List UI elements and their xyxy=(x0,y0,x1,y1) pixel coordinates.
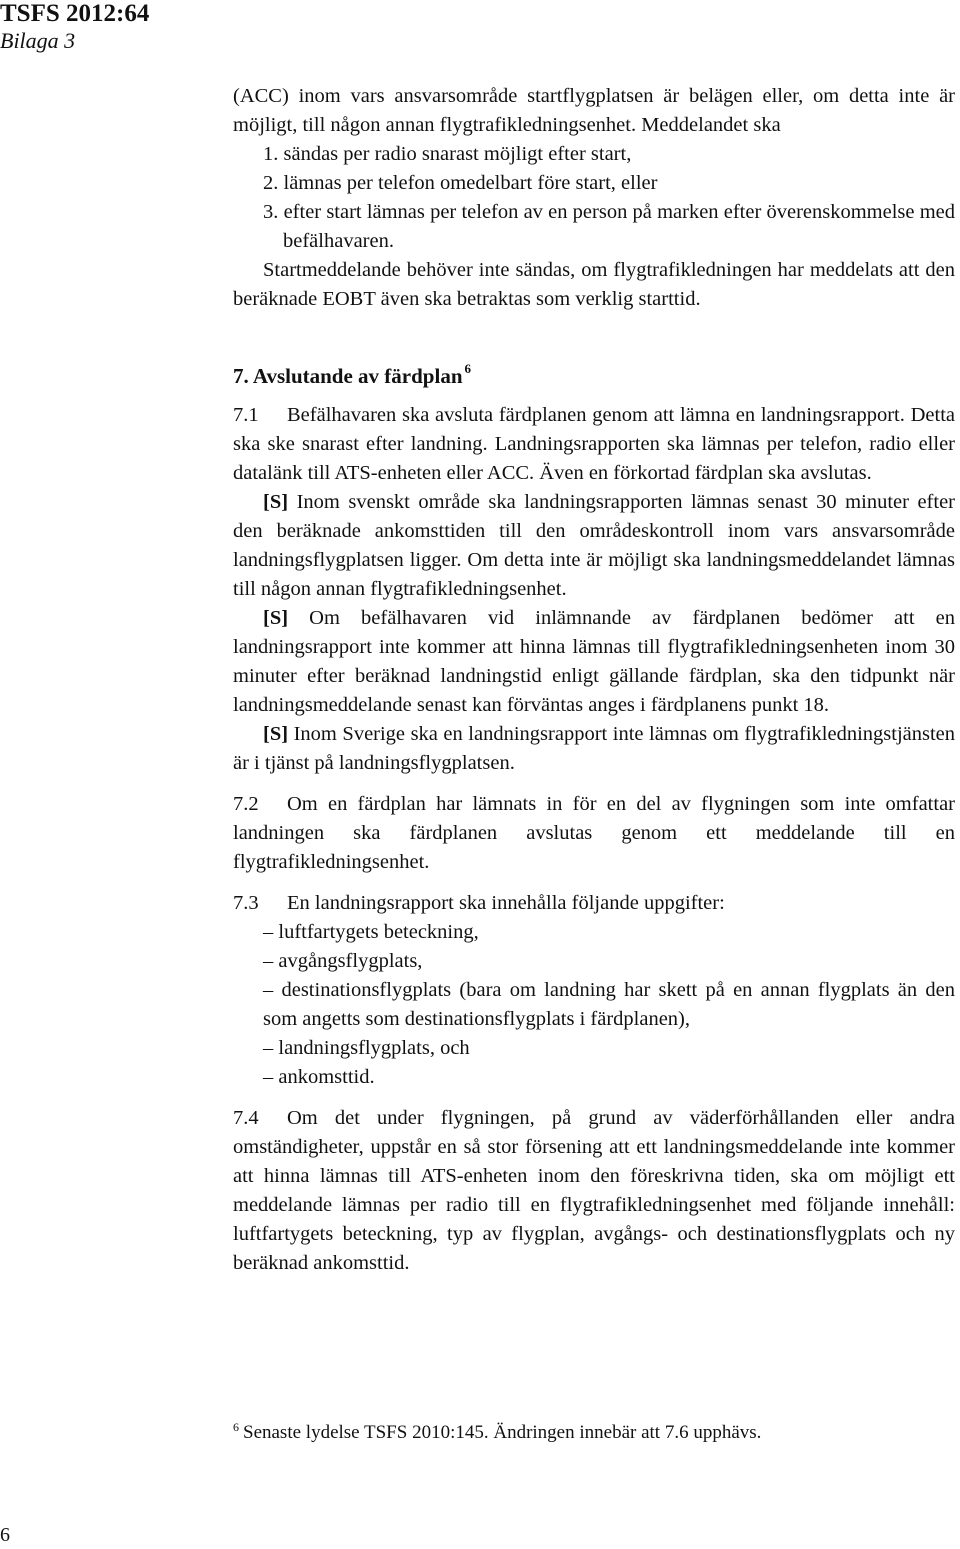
dash-item-text: landningsflygplats, och xyxy=(278,1037,470,1059)
footnote-ref: 6 xyxy=(464,361,471,376)
section-title: 7. Avslutande av färdplan xyxy=(233,364,463,388)
list-item: 1. sändas per radio snarast möjligt efter start, xyxy=(263,143,632,165)
sweden-tag: [S] xyxy=(263,607,289,629)
sweden-tag: [S] xyxy=(263,491,289,513)
footnote xyxy=(233,1420,761,1447)
sweden-tag: [S] xyxy=(263,723,289,745)
clause-7-4 xyxy=(233,1104,955,1278)
clause-7-2 xyxy=(233,790,955,877)
dash-mark: – xyxy=(263,979,274,1001)
clause-text: Om en färdplan har lämnats in för en del av flygningen som inte omfattar landningen ska färdplanen avslutas genom ett meddelande till en flygtrafikledningsenhet. xyxy=(233,793,955,873)
clause-number: 7.2 xyxy=(233,793,259,815)
section-heading xyxy=(233,362,955,391)
dash-mark: – xyxy=(263,950,274,972)
page-number: 6 xyxy=(0,1524,10,1546)
clause-7-1-paragraph xyxy=(233,604,955,720)
clause-number: 7.3 xyxy=(233,892,259,914)
paragraph-text: Inom Sverige ska en landningsrapport inte lämnas om flygtrafikledningstjänsten är i tjänst på landningsflygplatsen. xyxy=(233,723,956,774)
clause-text: Om det under flygningen, på grund av väderförhållanden eller andra omständigheter, uppstår en så stor försening att ett landningsmeddelande inte kommer att hinna lämnas till ATS-enheten inom den föreskrivna tiden, ska om möjligt ett meddelande lämnas per radio till en flygtrafikledningsenhet med följande innehåll: luftfartygets beteckning, typ av flygplan, avgångs- och destinationsflygplats och ny beräknad ankomsttid. xyxy=(233,1107,955,1274)
dash-item xyxy=(233,947,955,976)
paragraph-text: Inom svenskt område ska landningsrapporten lämnas senast 30 minuter efter den beräknade ankomsttiden till den områdeskontroll inom vars ansvarsområde landningsflygplatsen ligger. Om detta inte är möjligt ska landningsmeddelandet lämnas till någon annan flygtrafikledningsenhet. xyxy=(233,491,955,600)
dash-mark: – xyxy=(263,1066,274,1088)
intro-paragraph: (ACC) inom vars ansvarsområde startflygplatsen är belägen eller, om detta inte är möjligt, till någon annan flygtrafikledningsenhet. Meddelandet ska xyxy=(233,85,955,136)
clause-number: 7.4 xyxy=(233,1107,259,1129)
footnote-mark: 6 xyxy=(233,1420,239,1434)
list-item: 2. lämnas per telefon omedelbart före start, eller xyxy=(263,172,658,194)
clause-text: Befälhavaren ska avsluta färdplanen genom att lämna en landningsrapport. Detta ska ske snarast efter landning. Landningsrapporten ska lämnas per telefon, radio eller datalänk till ATS-enheten eller ACC. Även en förkortad färdplan ska avslutas. xyxy=(233,404,955,484)
clause-7-1 xyxy=(233,401,955,488)
footnote-text: Senaste lydelse TSFS 2010:145. Ändringen innebär att 7.6 upphävs. xyxy=(243,1422,762,1443)
document-body xyxy=(233,82,955,1278)
dash-item xyxy=(233,1034,955,1063)
dash-item xyxy=(233,1063,955,1092)
intro-paragraph-2: Startmeddelande behöver inte sändas, om flygtrafikledningen har meddelats att den beräknade EOBT även ska betraktas som verklig starttid. xyxy=(233,259,955,310)
appendix-label: Bilaga 3 xyxy=(0,28,76,53)
dash-item xyxy=(233,918,955,947)
paragraph-text: Om befälhavaren vid inlämnande av färdplanen bedömer att en landningsrapport inte kommer att hinna lämnas till flygtrafikledningsenheten inom 30 minuter efter beräknad landningstid enligt gällande färdplan, ska den tidpunkt när landningsmeddelande senast kan förväntas anges i färdplanens punkt 18. xyxy=(233,607,955,716)
clause-7-1-paragraph xyxy=(233,720,955,778)
clause-text: En landningsrapport ska innehålla följande uppgifter: xyxy=(287,892,725,914)
clause-7-1-paragraph xyxy=(233,488,955,604)
dash-mark: – xyxy=(263,921,274,943)
dash-mark: – xyxy=(263,1037,274,1059)
dash-item xyxy=(233,976,955,1034)
clause-number: 7.1 xyxy=(233,404,259,426)
dash-item-text: luftfartygets beteckning, xyxy=(278,921,479,943)
list-item: 3. efter start lämnas per telefon av en person på marken efter överenskommelse med befälhavaren. xyxy=(263,201,955,252)
dash-item-text: avgångsflygplats, xyxy=(278,950,423,972)
dash-item-text: ankomsttid. xyxy=(278,1066,375,1088)
document-id: TSFS 2012:64 xyxy=(0,0,150,27)
clause-7-3 xyxy=(233,889,955,918)
dash-item-text: destinationsflygplats (bara om landning har skett på en annan flygplats än den som angetts som destinationsflygplats i färdplanen), xyxy=(263,979,955,1030)
